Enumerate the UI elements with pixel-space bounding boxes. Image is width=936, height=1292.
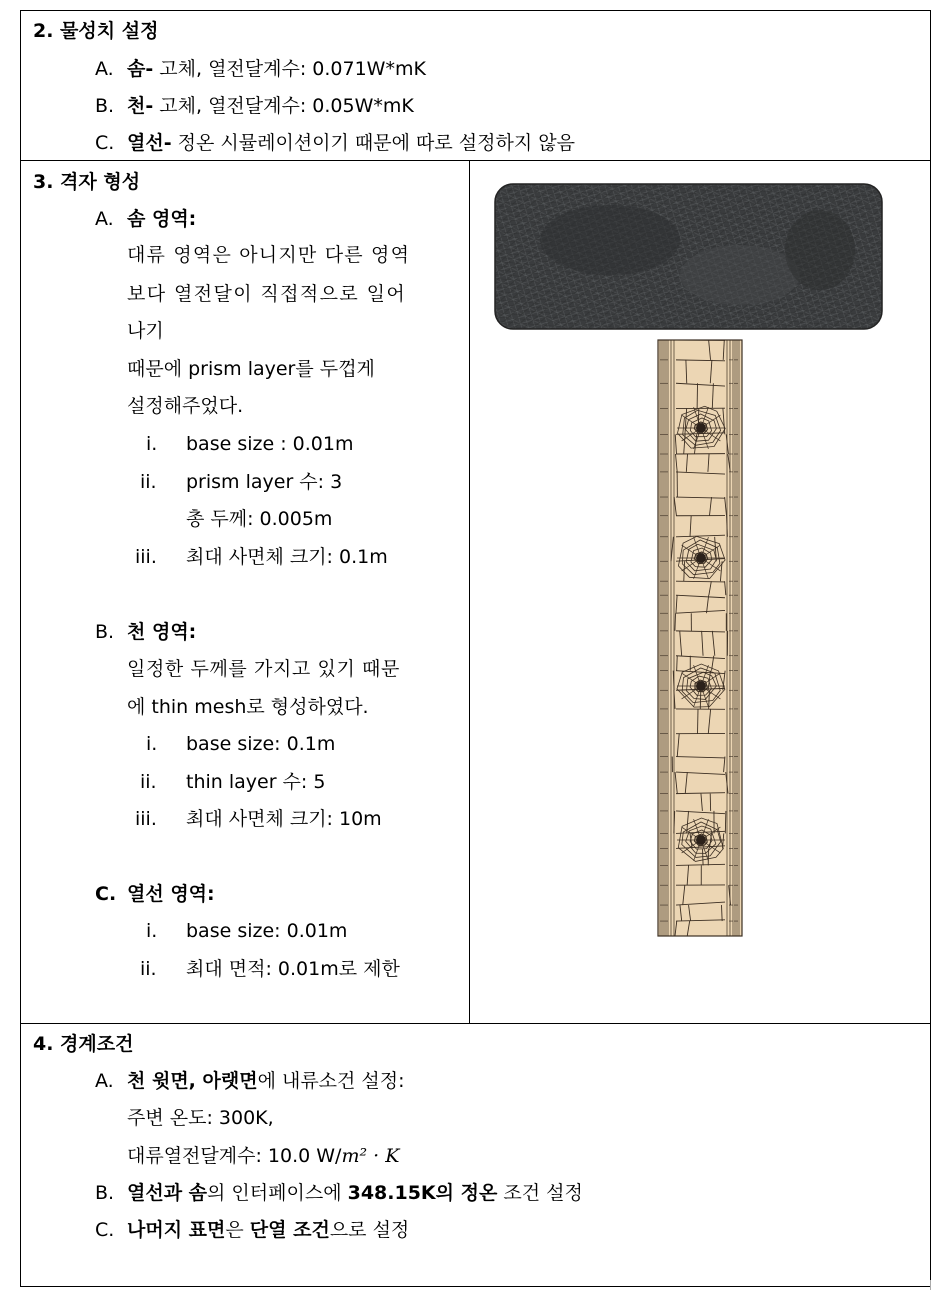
marker: B. — [95, 95, 115, 117]
bold-text: 천 윗면, 아랫면 — [127, 1070, 258, 1092]
marker: C. — [95, 132, 115, 154]
right-margin-mark — [930, 1280, 931, 1290]
item-text: 최대 사면체 크기: 0.1m — [186, 546, 388, 568]
section3-b-item-0 — [146, 732, 335, 756]
bold-text: 열선과 솜 — [127, 1182, 208, 1204]
normal-text: 의 인터페이스에 — [207, 1182, 348, 1204]
section4-item-c — [95, 1218, 409, 1242]
section3-a-item-1 — [140, 470, 342, 494]
section3-a-desc-3: 때문에 prism layer를 두껍게 — [127, 358, 375, 380]
material-text: 고체, 열전달계수: 0.071W*mK — [153, 58, 426, 80]
marker: B. — [95, 1182, 115, 1204]
marker: C. — [95, 1219, 115, 1241]
section3-a-item-2 — [135, 545, 388, 569]
marker: i. — [146, 733, 158, 755]
section3-b-item-1 — [140, 770, 325, 794]
section4-a-line-1 — [127, 1144, 399, 1168]
bold-text: 단열 조건 — [249, 1219, 330, 1241]
region-title: 솜 영역: — [127, 208, 197, 230]
section3-a-desc-4: 설정해주었다. — [127, 395, 244, 417]
marker: i. — [146, 433, 158, 455]
normal-text: 에 내류소건 설정: — [257, 1070, 405, 1092]
section2-heading: 2. 물성치 설정 — [33, 20, 159, 42]
bold-text: 나머지 표면 — [127, 1219, 226, 1241]
material-name: 솜- — [127, 58, 154, 80]
section4-item-b — [95, 1181, 583, 1205]
material-text: 고체, 열전달계수: 0.05W*mK — [153, 95, 414, 117]
section2-item-b — [95, 94, 414, 118]
item-text: prism layer 수: 3 — [186, 471, 343, 493]
region-title: 천 영역: — [127, 621, 197, 643]
section4-item-a — [95, 1069, 405, 1093]
section3-c-title — [95, 882, 215, 906]
normal-text: 조건 설정 — [497, 1182, 583, 1204]
material-name: 열선- — [127, 132, 172, 154]
region-title: 열선 영역: — [127, 883, 215, 905]
section3-b-desc-0: 일정한 두께를 가지고 있기 때문 — [127, 658, 400, 680]
marker: A. — [95, 1070, 114, 1092]
section2-item-c — [95, 131, 575, 155]
item-text: base size: 0.1m — [186, 733, 336, 755]
section2-item-a — [95, 57, 426, 81]
cotton-mesh-region — [495, 184, 882, 329]
item-text: 최대 사면체 크기: 10m — [186, 808, 382, 830]
item-text: 최대 면적: 0.01m로 제한 — [186, 958, 400, 980]
material-name: 천- — [127, 95, 154, 117]
marker: ii. — [140, 958, 157, 980]
item-text: base size: 0.01m — [186, 920, 348, 942]
marker: A. — [95, 208, 114, 230]
section3-a-title — [95, 207, 196, 231]
section3-b-item-2 — [135, 807, 382, 831]
bold-text: 348.15K의 정온 — [347, 1182, 498, 1204]
marker: B. — [95, 621, 115, 643]
section3-a-item-0 — [146, 432, 353, 456]
material-text: 정온 시뮬레이션이기 때문에 따로 설정하지 않음 — [171, 132, 575, 154]
row-divider-2 — [20, 1023, 930, 1024]
marker: i. — [146, 920, 158, 942]
section3-a-desc-2: 나기 — [127, 320, 164, 342]
column-divider — [469, 160, 470, 1024]
fabric-mesh-region — [658, 340, 742, 936]
marker: C. — [95, 883, 117, 905]
marker: iii. — [135, 546, 157, 568]
marker: A. — [95, 58, 114, 80]
marker: ii. — [140, 471, 157, 493]
section3-b-title — [95, 620, 196, 644]
section3-heading: 3. 격자 형성 — [33, 171, 141, 193]
section3-b-desc-1: 에 thin mesh로 형성하였다. — [127, 696, 369, 718]
section4-a-line-0: 주변 온도: 300K, — [127, 1107, 274, 1129]
section3-a-desc-0: 대류 영역은 아니지만 다른 영역 — [127, 244, 411, 266]
coefficient-text: 대류열전달계수: 10.0 W/ — [127, 1145, 342, 1167]
unit-text: m² · K — [341, 1145, 400, 1167]
item-text: thin layer 수: 5 — [186, 771, 326, 793]
section4-heading: 4. 경계조건 — [33, 1033, 134, 1055]
marker: ii. — [140, 771, 157, 793]
item-text: base size : 0.01m — [186, 433, 354, 455]
marker: iii. — [135, 808, 157, 830]
section3-c-item-1 — [140, 957, 400, 981]
section3-a-desc-1: 보다 열전달이 직접적으로 일어 — [127, 283, 407, 305]
section3-c-item-0 — [146, 919, 347, 943]
section3-a-item-1-sub: 총 두께: 0.005m — [186, 508, 333, 530]
mesh-figure — [490, 180, 890, 980]
normal-text: 은 — [225, 1219, 250, 1241]
row-divider-1 — [20, 160, 930, 161]
normal-text: 으로 설정 — [329, 1219, 410, 1241]
